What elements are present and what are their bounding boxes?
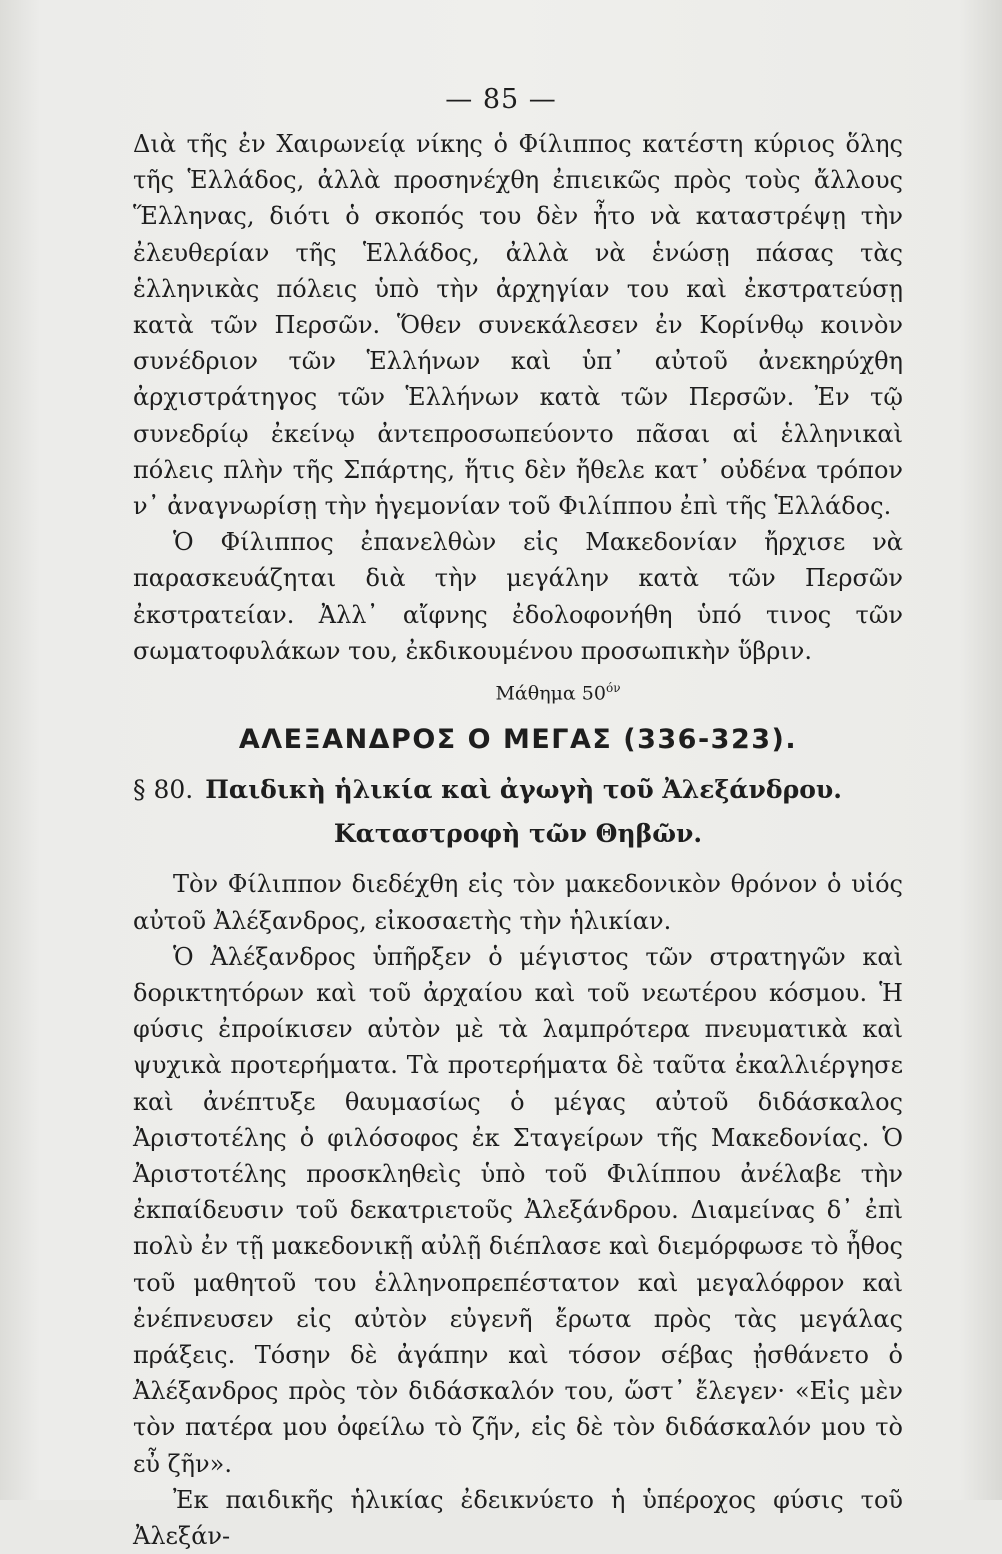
lesson-label	[133, 673, 903, 708]
chapter-title: ΑΛΕΞΑΝΔΡΟΣ Ο ΜΕΓΑΣ (336-323).	[238, 724, 798, 756]
page-body	[133, 126, 903, 1554]
lesson-suffix: όν	[605, 681, 621, 696]
paragraph-succession: Τὸν Φίλιππον διεδέχθη εἰς τὸν μακεδονικὸν θρόνον ὁ υἱός αὐτοῦ Ἀλέξανδρος, εἰκοσαετὴς τὴν ἡλικίαν.	[133, 870, 903, 935]
section-title-line1: Παιδικὴ ἡλικία καὶ ἀγωγὴ τοῦ Ἀλεξάνδρου.	[205, 775, 842, 805]
section-title-line2: Καταστροφὴ τῶν Θηβῶν.	[333, 819, 703, 849]
paragraph-chaeronea: Διὰ τῆς ἐν Χαιρωνείᾳ νίκης ὁ Φίλιππος κατέστη κύριος ὅλης τῆς Ἑλλάδος, ἀλλὰ προσηνέχθη ἐπιεικῶς πρὸς τοὺς ἄλλους Ἕλληνας, διότι ὁ σκοπός του δὲν ἦτο νὰ καταστρέψῃ τὴν ἐλευθερίαν τῆς Ἑλλάδος, ἀλλὰ νὰ ἑνώσῃ πάσας τὰς ἑλληνικὰς πόλεις ὑπὸ τὴν ἀρχηγίαν του καὶ ἐκστρατεύσῃ κατὰ τῶν Περσῶν. Ὅθεν συνεκάλεσεν ἐν Κορίνθῳ κοινὸν συνέδριον τῶν Ἑλλήνων καὶ ὑπ᾿ αὐτοῦ ἀνεκηρύχθη ἀρχιστράτηγος τῶν Ἑλλήνων κατὰ τῶν Περσῶν. Ἐν τῷ συνεδρίῳ ἐκείνῳ ἀντεπροσωπεύοντο πᾶσαι αἱ ἑλληνικαὶ πόλεις πλὴν τῆς Σπάρτης, ἥτις δὲν ἤθελε κατ᾿ οὐδένα τρόπον ν᾿ ἀναγνωρίσῃ τὴν ἡγεμονίαν τοῦ Φιλίππου ἐπὶ τῆς Ἑλλάδος.	[133, 130, 903, 521]
lesson-number: Μάθημα 50	[495, 682, 606, 705]
paragraph-philip-death: Ὁ Φίλιππος ἐπανελθὼν εἰς Μακεδονίαν ἤρχισε νὰ παρασκευάζηται διὰ τὴν μεγάλην κατὰ τῶν Περσῶν ἐκστρατείαν. Ἀλλ᾿ αἴφνης ἐδολοφονήθη ὑπό τινος τῶν σωματοφυλάκων του, ἐκδικουμένου προσωπικὴν ὕβριν.	[133, 528, 903, 665]
section-heading	[133, 768, 903, 856]
paragraph-aristotle: Ὁ Ἀλέξανδρος ὑπῆρξεν ὁ μέγιστος τῶν στρατηγῶν καὶ δορικτητόρων καὶ τοῦ ἀρχαίου καὶ τοῦ νεωτέρου κόσμου. Ἡ φύσις ἐπροίκισεν αὐτὸν μὲ τὰ λαμπρότερα πνευματικὰ καὶ ψυχικὰ προτερήματα. Τὰ προτερήματα δὲ ταῦτα ἐκαλλιέργησε καὶ ἀνέπτυξε θαυμασίως ὁ μέγας αὐτοῦ διδάσκαλος Ἀριστοτέλης ὁ φιλόσοφος ἐκ Σταγείρων τῆς Μακεδονίας. Ὁ Ἀριστοτέλης προσκληθεὶς ὑπὸ τοῦ Φιλίππου ἀνέλαβε τὴν ἐκπαίδευσιν τοῦ δεκατριετοῦς Ἀλεξάνδρου. Διαμείνας δ᾿ ἐπὶ πολὺ ἐν τῇ μακεδονικῇ αὐλῇ διέπλασε καὶ διεμόρφωσε τὸ ἦθος τοῦ μαθητοῦ του ἑλληνοπρεπέστατον καὶ μεγαλόφρον καὶ ἐνέπνευσεν εἰς αὐτὸν εὐγενῆ ἔρωτα πρὸς τὰς μεγάλας πράξεις. Τόσην δὲ ἀγάπην καὶ τόσον σέβας ᾐσθάνετο ὁ Ἀλέξανδρος πρὸς τὸν διδάσκαλόν του, ὥστ᾿ ἔλεγεν· «Εἰς μὲν τὸν πατέρα μου ὀφείλω τὸ ζῆν, εἰς δὲ τὸν διδάσκαλόν μου τὸ εὖ ζῆν».	[133, 942, 903, 1478]
page-number: — 85 —	[445, 84, 557, 115]
paragraph-childhood: Ἐκ παιδικῆς ἡλικίας ἐδεικνύετο ἡ ὑπέροχος φύσις τοῦ Ἀλεξάν-	[133, 1485, 903, 1551]
section-number: § 80.	[133, 775, 194, 805]
